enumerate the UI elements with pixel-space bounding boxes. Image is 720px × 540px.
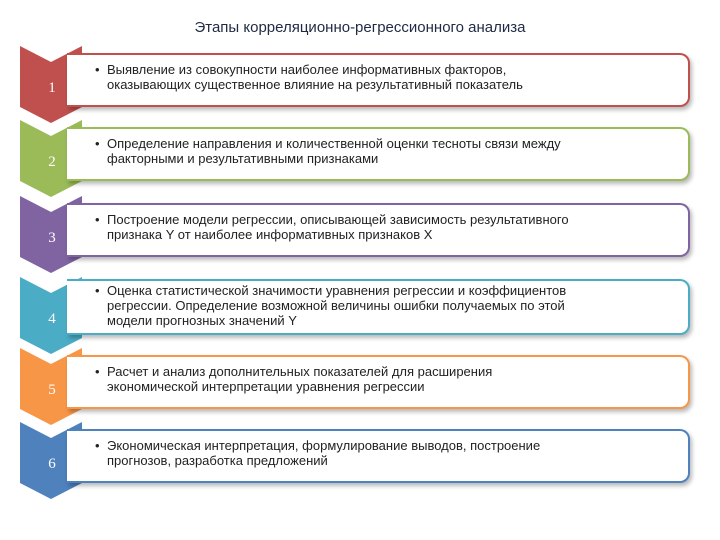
step-4 [20,279,696,351]
step-card-1 [67,53,690,107]
step-card-5 [67,355,690,409]
step-card-3 [67,203,690,257]
step-2-line-1: Определение направления и количественной оценки тесноты связи между [107,136,561,151]
step-6 [20,429,696,491]
step-6-line-1: Экономическая интерпретация, формулирование выводов, построение [107,438,541,453]
step-card-2 [67,127,690,181]
page-title: Этапы корреляционно-регрессионного анализа [194,19,526,36]
step-card-6 [67,429,690,483]
step-6-line-2: прогнозов, разработка предложений [107,453,328,468]
bullet-marker: • [95,136,100,151]
step-5-line-2: экономической интерпретации уравнения регрессии [107,379,425,394]
step-3-line-1: Построение модели регрессии, описывающей зависимость результативного [107,212,569,227]
step-4-line-2: регрессии. Определение возможной величины ошибки получаемых по этой [107,298,565,313]
step-2 [20,127,696,189]
step-2-line-2: факторными и результативными признаками [107,151,379,166]
step-3-line-2: признака Y от наиболее информативных признаков X [107,227,433,242]
step-1-line-2: оказывающих существенное влияние на результативный показатель [107,77,523,92]
step-1-line-1: Выявление из совокупности наиболее информативных факторов, [107,62,507,77]
step-5-line-1: Расчет и анализ дополнительных показателей для расширения [107,364,493,379]
step-5 [20,355,696,417]
step-number-4: 4 [48,311,56,327]
bullet-marker: • [95,283,100,298]
step-number-1: 1 [48,80,56,96]
step-1 [20,53,696,115]
bullet-marker: • [95,62,100,77]
bullet-marker: • [95,212,100,227]
step-number-6: 6 [48,456,56,472]
step-4-line-1: Оценка статистической значимости уравнения регрессии и коэффициентов [107,283,567,298]
bullet-marker: • [95,364,100,379]
step-number-3: 3 [48,230,56,246]
step-card-4 [67,279,690,335]
bullet-marker: • [95,438,100,453]
step-3 [20,203,696,265]
step-number-2: 2 [48,154,56,170]
step-number-5: 5 [48,382,56,398]
step-4-line-3: модели прогнозных значений Y [107,313,297,328]
